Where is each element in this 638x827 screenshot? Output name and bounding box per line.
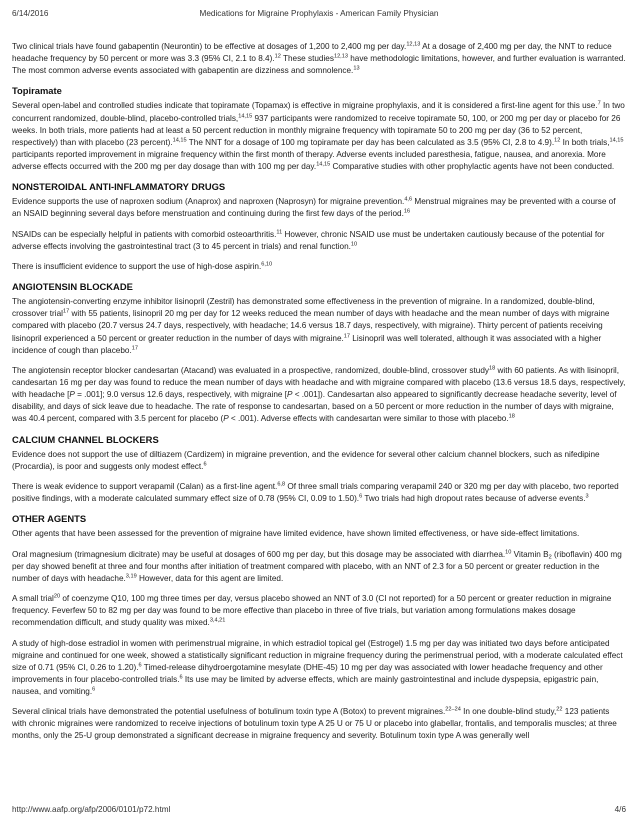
text-run: < .001]). Candesartan also appeared to significantly decrease headache severity, level of disability, and days of sick leave due to headache. The rate of response to candesartan, based on a 50 percent or more reduction in the number of days with migraine, was 40.4 percent, compared with 3.5 percent for placebo ( [12, 390, 617, 424]
paragraph [12, 261, 626, 273]
text-run: Menstrual migraines may be prevented with a course of an NSAID beginning several days before menstruation and continuing during the first few days of the period. [12, 197, 616, 219]
text-run: A study of high-dose estradiol in women with perimenstrual migraine, in which estradiol topical gel (Estrogel) 1.5 mg per day was initiated two days before anticipated migraine and continued for one week, showed a statistically significant reduction in migraine frequency during the perimenstrual period, with a moderate calculated effect size of 0.71 (95% CI, 0.26 to 1.20). [12, 638, 623, 672]
citation-ref: 13 [353, 65, 360, 72]
citation-ref: 12,13 [333, 53, 348, 60]
text-run: A small trial [12, 594, 54, 604]
page-footer [12, 805, 626, 817]
paragraph [12, 229, 626, 253]
italic-text: P [69, 390, 75, 400]
text-run: The angiotensin receptor blocker candesartan (Atacand) was evaluated in a prospective, randomized, double-blind, crossover study [12, 365, 489, 375]
citation-ref: 6,8 [277, 481, 286, 488]
citation-ref: 22–24 [445, 706, 461, 713]
citation-ref: 6 [92, 686, 96, 693]
text-run: There is insufficient evidence to support the use of high-dose aspirin. [12, 261, 262, 271]
section-heading: CALCIUM CHANNEL BLOCKERS [12, 433, 159, 445]
text-run: Evidence supports the use of naproxen sodium (Anaprox) and naproxen (Naprosyn) for migraine prevention. [12, 197, 405, 207]
paragraph [12, 449, 626, 473]
paragraph [12, 706, 626, 742]
citation-ref: 17 [343, 332, 351, 339]
text-run: Two trials had high dropout rates because of adverse events. [362, 494, 586, 504]
citation-ref: 6 [138, 662, 142, 669]
citation-ref: 3,19 [125, 573, 137, 580]
text-run: = .001]; 9.0 versus 12.6 days, respectively, with migraine [ [74, 390, 287, 400]
text-run: However, chronic NSAID use must be undertaken cautiously because of the potential for adverse effects involving the gastrointestinal tract (3 to 45 percent in trials) and renal function. [12, 229, 605, 251]
text-run: In two concurrent randomized, double-blind, placebo-controlled trials, [12, 101, 625, 123]
text-run: Other agents that have been assessed for the prevention of migraine have limited evidence, have shown limited effectiveness, or have side-effect limitations. [12, 529, 580, 539]
paragraph [12, 41, 626, 77]
text-run: < .001). Adverse effects with candesartan were similar to those with placebo. [228, 414, 509, 424]
text-run: Of three small trials comparing verapamil 240 or 320 mg per day with placebo, two reported positive findings, with a moderate calculated summary effect size of 0.78 (95% CI, 0.09 to 1.50). [12, 481, 619, 504]
text-run: However, data for this agent are limited. [136, 573, 284, 583]
section-heading: NONSTEROIDAL ANTI-INFLAMMATORY DRUGS [12, 181, 226, 193]
text-run: have methodologic limitations, however, and further evaluation is warranted. The most common adverse events associated with gabapentin are dizziness and somnolence. [12, 54, 626, 76]
text-run: NSAIDs can be especially helpful in patients with comorbid osteoarthritis. [12, 229, 277, 239]
page-number: 4/6 [614, 805, 626, 814]
citation-ref: 14,15 [172, 137, 187, 144]
citation-ref: 20 [53, 593, 61, 600]
text-run: Its use may be limited by adverse effects, which are mainly gastrointestinal and include dyspepsia, epigastric pain, nausea, and vomiting. [12, 674, 599, 696]
section-heading: Topiramate [12, 85, 62, 97]
text-run: Oral magnesium (trimagnesium dicitrate) may be useful at dosages of 600 mg per day, but this dosage may be associated with diarrhea. [12, 549, 506, 559]
text-run: (riboflavin) 400 mg per day showed benefit at three and four months after initiation of treatment compared with placebo, with an NNT of 2.3 for a 50 percent or greater reduction in the number of days with headache. [12, 549, 622, 583]
paragraph [12, 549, 626, 585]
citation-ref: 14,15 [238, 112, 253, 119]
text-run: 123 patients with chronic migraines were randomized to receive injections of botulinum toxin type A 25 U or 75 U or placebo into glabellar, frontalis, and temporalis muscles; at three months, only the 25-U group demonstrated a significant decrease in migraine frequency and severity. Botulinum toxin type A was generally well [12, 707, 617, 741]
citation-ref: 6 [179, 674, 183, 681]
citation-ref: 4,6 [404, 196, 413, 203]
subscript: 2 [548, 554, 552, 561]
citation-ref: 6,10 [261, 261, 273, 268]
citation-ref: 10 [505, 549, 512, 555]
text-run: Timed-release dihydroergotamine mesylate (DHE-45) 10 mg per day was associated with lower headache frequency and other improvements in four placebo-controlled trials. [12, 662, 603, 684]
text-run: of coenzyme Q10, 100 mg three times per day, versus placebo showed an NNT of 3.0 (CI not reported) for a 50 percent or greater reduction in migraine frequency. Feverfew 50 to 82 mg per day was found to be more effective than placebo in three of five trials, but variation among formulations makes dosage recommendation difficult, and study quality was mixed. [12, 594, 612, 628]
citation-ref: 12,13 [406, 41, 421, 48]
text-run: In one double-blind study, [460, 707, 557, 717]
text-run: Several clinical trials have demonstrated the potential usefulness of botulinum toxin type A (Botox) to prevent migraines. [12, 707, 446, 717]
text-run: Several open-label and controlled studies indicate that topiramate (Topamax) is effective in migraine prophylaxis, and it is considered a first-line agent for this use. [12, 101, 598, 111]
paragraph [12, 528, 626, 540]
text-run: The NNT for a dosage of 100 mg topiramate per day has been calculated as 3.5 (95% CI, 2.8 to 4.9). [186, 137, 555, 147]
citation-ref: 7 [597, 100, 601, 107]
text-run: The angiotensin-converting enzyme inhibitor lisinopril (Zestril) has demonstrated some effectiveness in the prevention of migraine. In a randomized, double-blind, crossover trial [12, 297, 595, 319]
article-body [12, 41, 626, 799]
citation-ref: 11 [276, 229, 283, 235]
text-run: In both trials, [560, 137, 610, 147]
paragraph [12, 196, 626, 220]
citation-ref: 3 [585, 493, 589, 500]
paragraph [12, 100, 626, 173]
citation-ref: 17 [62, 308, 70, 315]
text-run: Comparative studies with other prophylactic agents have not been conducted. [330, 161, 615, 171]
text-run: These studies [280, 54, 334, 64]
citation-ref: 12 [274, 53, 281, 60]
citation-ref: 3,4,21 [209, 617, 226, 624]
paragraph [12, 593, 626, 629]
citation-ref: 6 [359, 493, 363, 500]
citation-ref: 17 [131, 345, 138, 352]
citation-ref: 18 [508, 413, 515, 420]
paragraph [12, 481, 626, 505]
paragraph [12, 296, 626, 356]
text-run: Vitamin B [511, 549, 549, 559]
text-run: Evidence does not support the use of diltiazem (Cardizem) in migraine prevention, and the evidence for several other calcium channel blockers, such as nifedipine (Procardia), is poor and suggests only modest effect. [12, 449, 600, 471]
text-run: At a dosage of 2,400 mg per day, the NNT to reduce headache frequency by 50 percent or more was 3.3 (95% CI, 2.1 to 8.4). [12, 42, 612, 64]
citation-ref: 6 [203, 461, 207, 468]
text-run: Lisinopril was well tolerated, although it was associated with a higher incidence of cough than placebo. [12, 333, 602, 355]
citation-ref: 18 [488, 365, 496, 372]
paragraph [12, 638, 626, 698]
section-heading: OTHER AGENTS [12, 513, 87, 525]
page-title: Medications for Migraine Prophylaxis - American Family Physician [199, 9, 439, 18]
citation-ref: 22 [556, 706, 563, 713]
italic-text: P [223, 414, 229, 424]
text-run: Two clinical trials have found gabapentin (Neurontin) to be effective at dosages of 1,200 to 2,400 mg per day. [12, 42, 407, 51]
citation-ref: 14,15 [609, 137, 624, 144]
text-run: participants reported improvement in migraine frequency within the first month of therapy. Adverse events included paresthesia, fatigue, nausea, and anorexia. More adverse effects occurred with the 200 mg per day dosage than with 100 mg per day. [12, 149, 606, 171]
citation-ref: 16 [403, 208, 411, 215]
paragraph [12, 365, 626, 425]
print-date: 6/14/2016 [12, 9, 49, 18]
source-url[interactable]: http://www.aafp.org/afp/2006/0101/p72.html [12, 805, 171, 814]
citation-ref: 14,15 [316, 161, 331, 168]
text-run: with 55 patients, lisinopril 20 mg per day for 12 weeks reduced the mean number of days with headache and the mean number of days with migraine compared with placebo (20.7 versus 24.7 days, respectively, with headache; 14.6 versus 18.7 days, respectively, with migraine). Thirty percent of patients receiving lisinopril experienced a 50 percent or greater reduction in the number of days with migraine. [12, 309, 610, 343]
citation-ref: 12 [554, 137, 561, 144]
section-heading: ANGIOTENSIN BLOCKADE [12, 281, 133, 293]
italic-text: P [286, 390, 293, 400]
citation-ref: 10 [350, 241, 358, 248]
text-run: 937 participants were randomized to receive topiramate 50, 100, or 200 mg per day or placebo for 26 weeks. In both trials, more patients had at least a 50 percent reduction in monthly migraine frequency with topiramate 50 to 200 mg per day (36 to 52 percent, respectively) than with placebo (23 percent). [12, 113, 621, 147]
page-header [12, 9, 626, 21]
text-run: with 60 patients. As with lisinopril, candesartan 16 mg per day was found to reduce the mean number of days with headache and with migraine compared with placebo (13.6 versus 18.5 days, respectively, with headache [ [12, 365, 626, 400]
text-run: There is weak evidence to support verapamil (Calan) as a first-line agent. [12, 481, 278, 491]
